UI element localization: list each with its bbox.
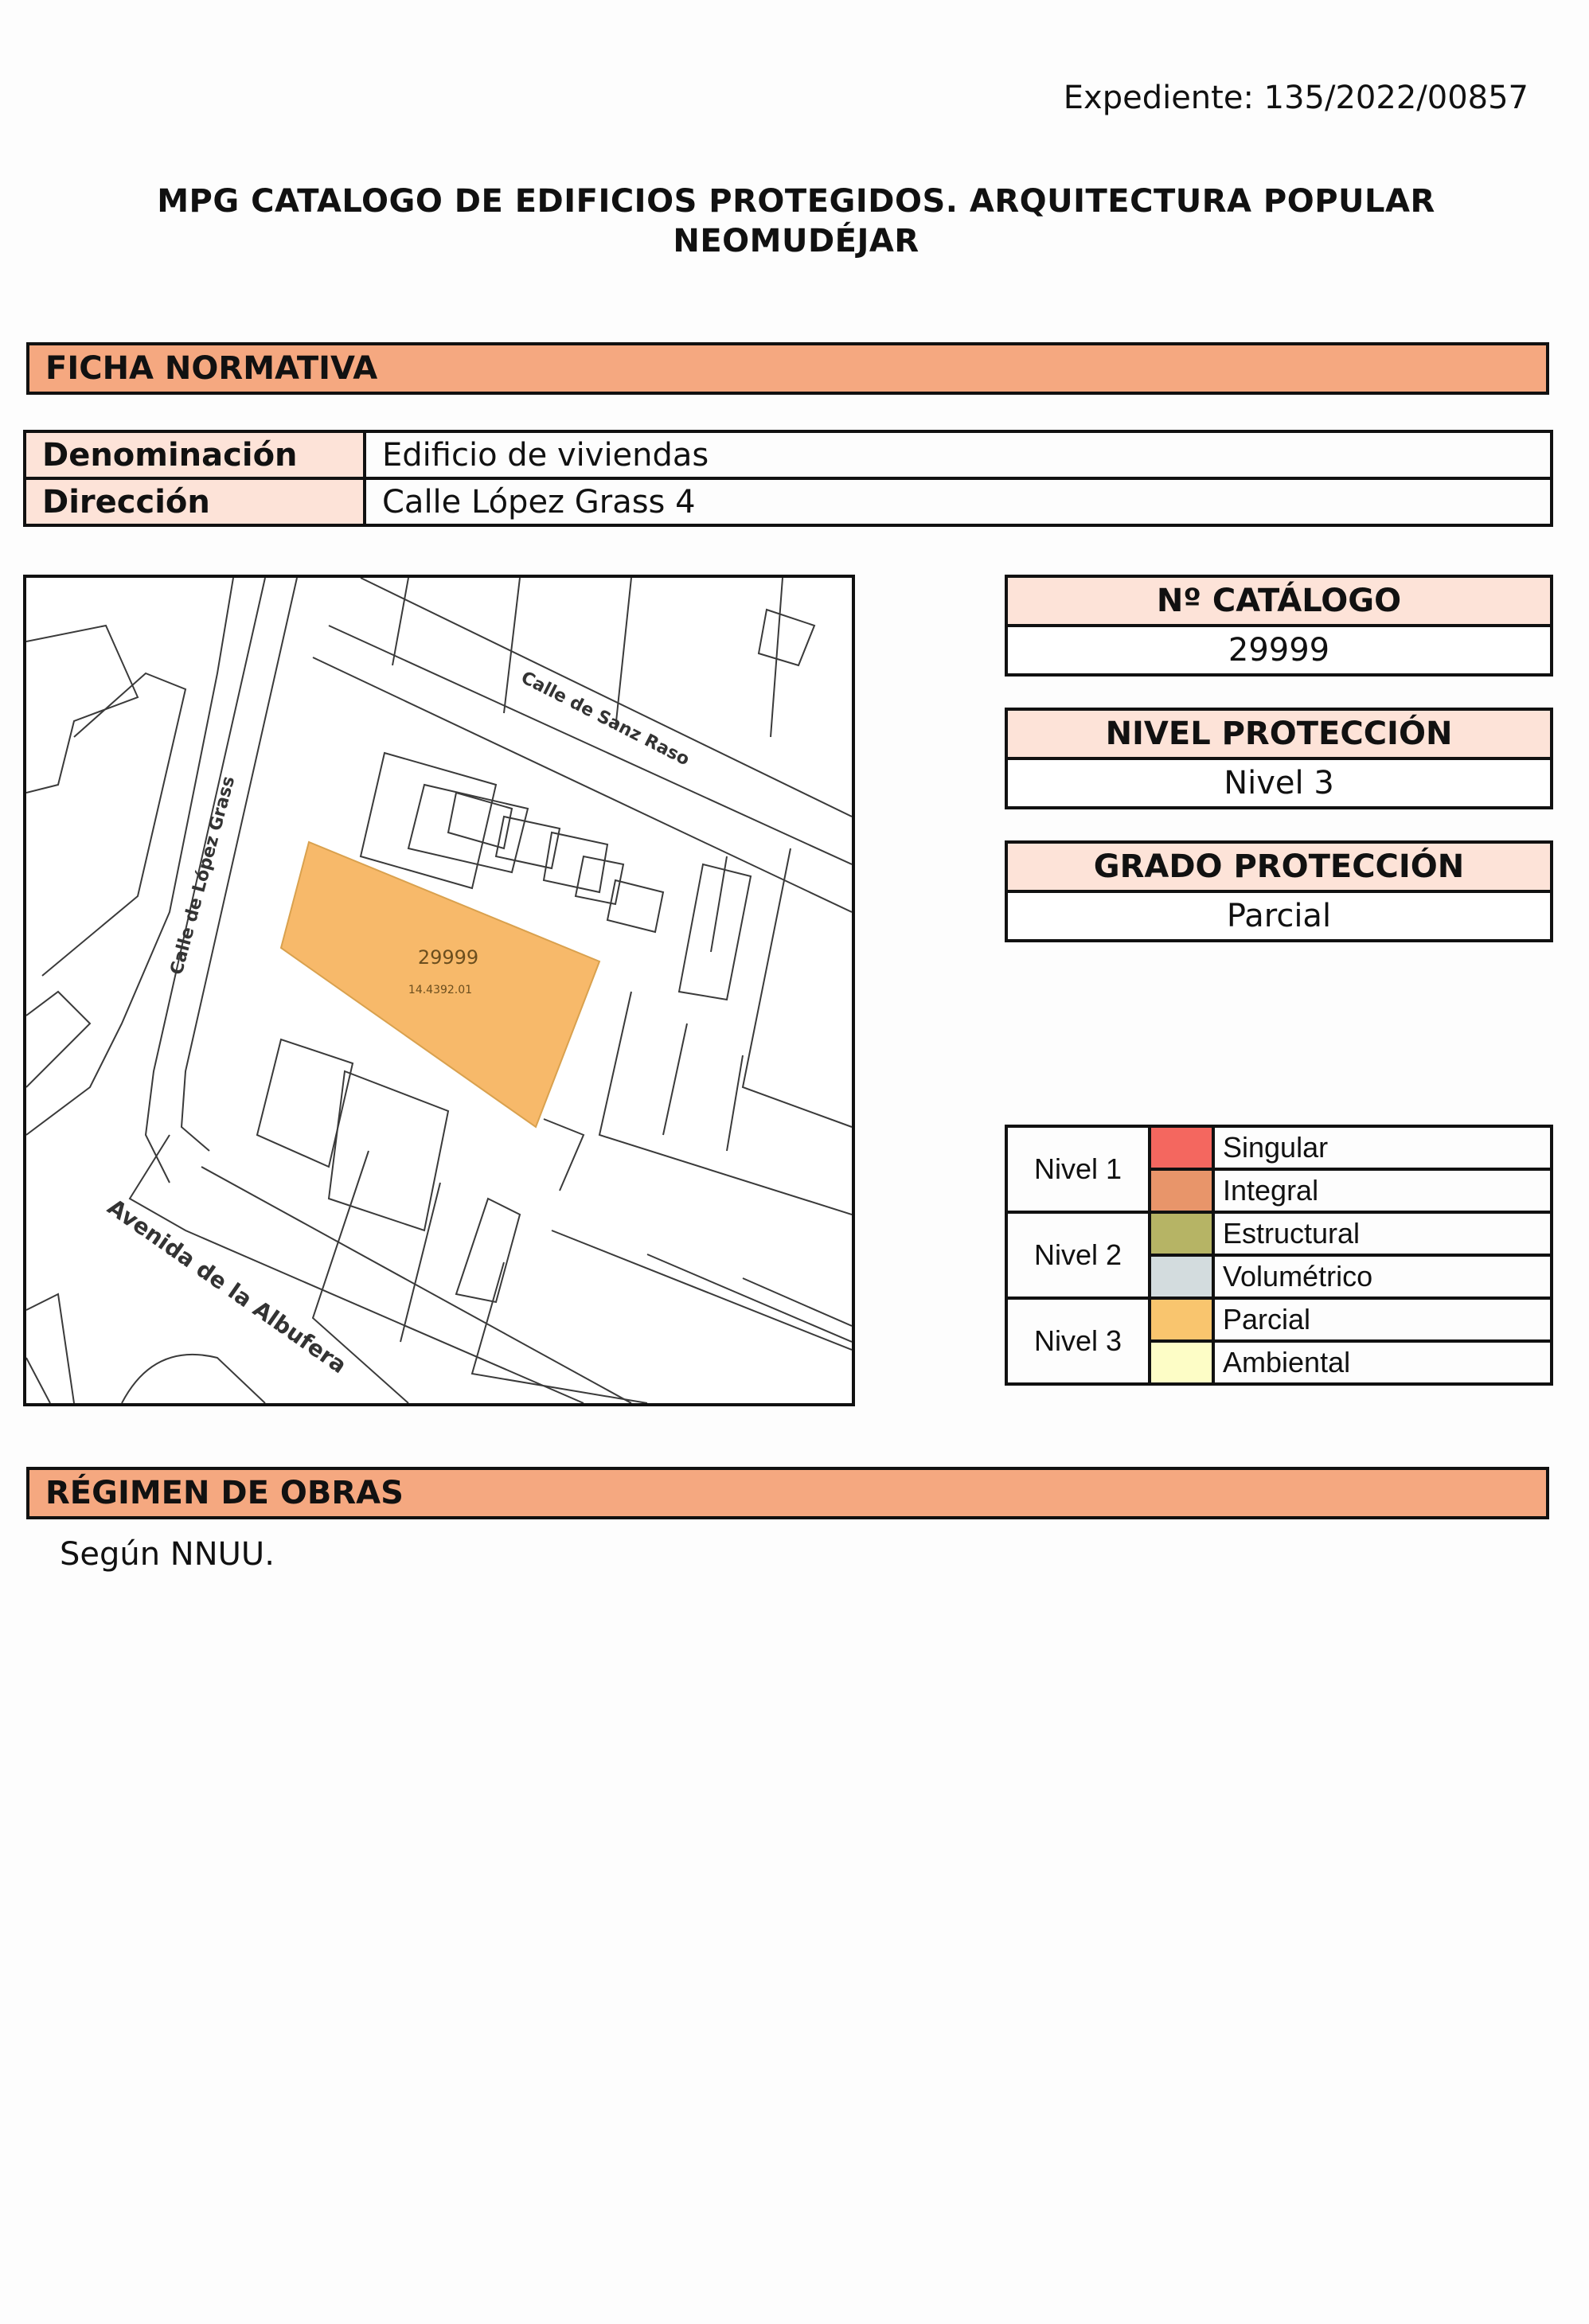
legend-swatch-ambiental: [1150, 1341, 1213, 1384]
nivel-proteccion-value: Nivel 3: [1008, 760, 1550, 806]
cadastral-map-svg: [26, 578, 852, 1403]
parcel-number-label: 29999: [417, 946, 479, 969]
legend-swatch-volumetrico: [1150, 1255, 1213, 1298]
table-row: [25, 478, 1552, 525]
ficha-normativa-band: [26, 342, 1549, 395]
legend-group-nivel-2: Nivel 2: [1006, 1212, 1150, 1298]
denominacion-value: Edificio de viviendas: [365, 431, 1552, 478]
street-label-lopez-grass: Calle de López Grass: [166, 774, 240, 977]
denominacion-label: Denominación: [25, 431, 365, 478]
street-label-albufera: Avenida de la Albufera: [102, 1193, 352, 1379]
grado-proteccion-box: [1005, 840, 1553, 942]
grado-proteccion-value: Parcial: [1008, 893, 1550, 939]
legend-swatch-singular: [1150, 1126, 1213, 1169]
direccion-label: Dirección: [25, 478, 365, 525]
ficha-normativa-label: FICHA NORMATIVA: [45, 350, 378, 387]
legend-swatch-integral: [1150, 1169, 1213, 1212]
street-label-sanz-raso: Calle de Sanz Raso: [517, 668, 693, 770]
legend-label-estructural: Estructural: [1213, 1212, 1552, 1255]
catalogo-value: 29999: [1008, 627, 1550, 673]
protection-legend: [1005, 1125, 1553, 1386]
legend-label-ambiental: Ambiental: [1213, 1341, 1552, 1384]
catalogo-box: [1005, 575, 1553, 677]
legend-swatch-estructural: [1150, 1212, 1213, 1255]
legend-group-nivel-1: Nivel 1: [1006, 1126, 1150, 1212]
grado-proteccion-label: GRADO PROTECCIÓN: [1008, 844, 1550, 893]
table-row: [25, 431, 1552, 478]
regimen-obras-label: RÉGIMEN DE OBRAS: [45, 1475, 404, 1511]
document-title: MPG CATALOGO DE EDIFICIOS PROTEGIDOS. ARQUITECTURA POPULAR NEOMUDÉJAR: [157, 183, 1435, 259]
legend-row: [1006, 1298, 1552, 1341]
legend-row: [1006, 1212, 1552, 1255]
legend-swatch-parcial: [1150, 1298, 1213, 1341]
legend-label-volumetrico: Volumétrico: [1213, 1255, 1552, 1298]
nivel-proteccion-box: [1005, 708, 1553, 809]
location-map: [23, 575, 855, 1406]
parcel-subtext: 14.4392.01: [408, 984, 473, 996]
catalogo-label: Nº CATÁLOGO: [1008, 578, 1550, 627]
direccion-value: Calle López Grass 4: [365, 478, 1552, 525]
legend-label-singular: Singular: [1213, 1126, 1552, 1169]
expediente-number: Expediente: 135/2022/00857: [1063, 80, 1528, 116]
regimen-obras-band: [26, 1467, 1549, 1519]
legend-label-parcial: Parcial: [1213, 1298, 1552, 1341]
legend-row: [1006, 1126, 1552, 1169]
info-table: [23, 430, 1553, 527]
regimen-obras-text: Según NNUU.: [60, 1536, 275, 1573]
nivel-proteccion-label: NIVEL PROTECCIÓN: [1008, 711, 1550, 760]
legend-label-integral: Integral: [1213, 1169, 1552, 1212]
legend-group-nivel-3: Nivel 3: [1006, 1298, 1150, 1384]
